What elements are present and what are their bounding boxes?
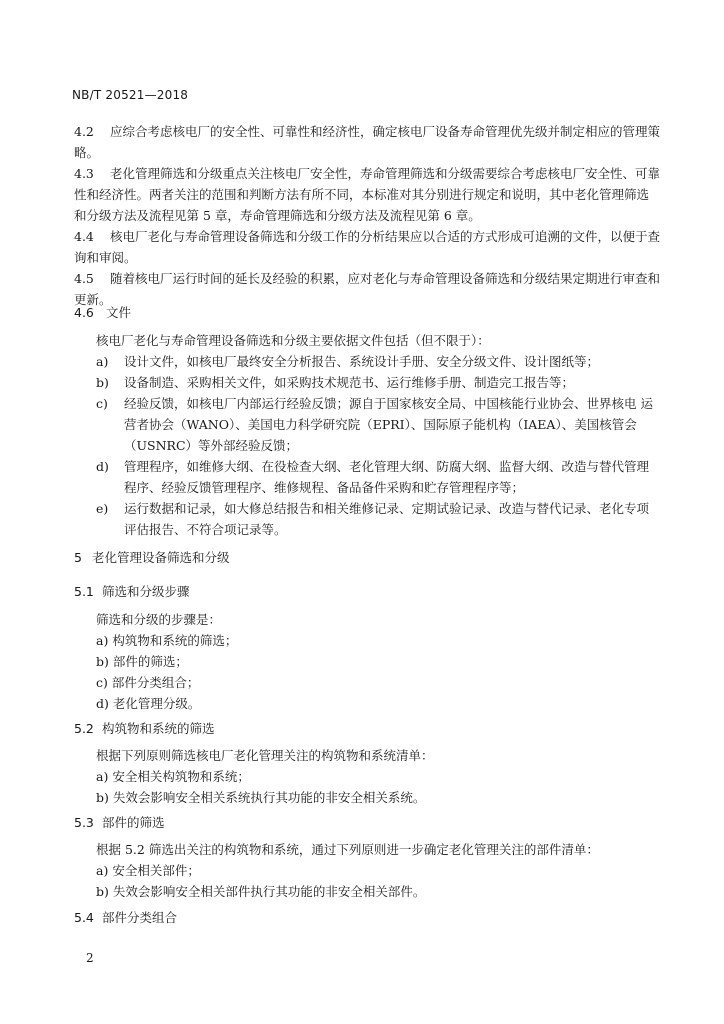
list-label: b): [96, 790, 109, 805]
section-title: 构筑物和系统的筛选: [102, 721, 215, 736]
list-text: 设计文件，如核电厂最终安全分析报告、系统设计手册、安全分级文件、设计图纸等；: [124, 354, 600, 369]
list-text: 安全相关构筑物和系统；: [112, 769, 250, 784]
list-text: 失效会影响安全相关部件执行其功能的非安全相关部件。: [112, 884, 426, 899]
clause-text: 老化管理筛选和分级重点关注核电厂安全性，寿命管理筛选和分级需要综合考虑核电厂安全性、可靠性和经济性。两者关注的范围和判断方法有所不同，本标准对其分别进行规定和说明，其中老化管理筛选和分级方法及流程见第 5 章，寿命管理筛选和分级方法及流程见第 6 章。: [74, 166, 661, 223]
clause-4-2: [74, 121, 660, 163]
list-text: 设备制造、采购相关文件，如采购技术规范书、运行维修手册、制造完工报告等；: [124, 375, 575, 390]
list-label: a): [96, 633, 109, 648]
section-intro: 根据 5.2 筛选出关注的构筑物和系统，通过下列原则进一步确定老化管理关注的部件清单：: [96, 842, 599, 857]
list-label: d): [96, 459, 109, 474]
list-item-d: [96, 693, 200, 714]
list-label: b): [96, 375, 109, 390]
list-item-b: [96, 881, 425, 902]
list-text: 安全相关部件；: [112, 863, 200, 878]
list-item-b: [96, 372, 658, 393]
page-number: 2: [86, 951, 94, 965]
list-label: d): [96, 696, 109, 711]
clause-text: 应综合考虑核电厂的安全性、可靠性和经济性，确定核电厂设备寿命管理优先级并制定相应的管理策略。: [74, 124, 661, 160]
list-item-a: [96, 766, 250, 787]
list-label: b): [96, 884, 109, 899]
section-heading-5-4: [74, 907, 177, 928]
clause-number: 4.3: [74, 166, 94, 181]
list-label: b): [96, 654, 109, 669]
clause-4-5: [74, 268, 660, 310]
clause-number: 4.5: [74, 271, 94, 286]
chapter-title: 老化管理设备筛选和分级: [92, 550, 230, 565]
list-text: 管理程序，如维修大纲、在役检查大纲、老化管理大纲、防腐大纲、监督大纲、改造与替代管理程序、经验反馈管理程序、维修规程、备品备件采购和贮存管理程序等；: [124, 459, 650, 495]
list-item-e: [96, 498, 658, 540]
list-item-d: [96, 456, 658, 498]
list-item-b: [96, 651, 188, 672]
section-title: 文件: [106, 305, 132, 320]
section-title: 部件的筛选: [102, 815, 165, 830]
list-label: c): [96, 675, 108, 690]
list-item-c: [96, 393, 658, 456]
list-text: 运行数据和记录，如大修总结报告和相关维修记录、定期试验记录、改造与替代记录、老化专项评估报告、不符合项记录等。: [124, 501, 650, 537]
list-item-a: [96, 351, 658, 372]
clause-4-3: [74, 163, 660, 226]
section-number: 5.3: [74, 815, 94, 830]
list-label: e): [96, 501, 109, 516]
list-text: 部件分类组合；: [111, 675, 200, 690]
section-heading-5-3: [74, 812, 165, 833]
list-item-b: [96, 787, 425, 808]
list-label: a): [96, 354, 109, 369]
list-text: 老化管理分级。: [112, 696, 201, 711]
standard-code-header: NB/T 20521—2018: [72, 88, 189, 102]
section-number: 4.6: [74, 305, 94, 320]
list-text: 经验反馈，如核电厂内部运行经验反馈；源自于国家核安全局、中国核能行业协会、世界核电 运营者协会（WANO）、美国电力科学研究院（EPRI）、国际原子能机构（IAEA）、美国核管会（USNRC）等外部经验反馈；: [124, 396, 653, 453]
chapter-number: 5: [74, 550, 82, 565]
section-title: 筛选和分级步骤: [102, 584, 190, 599]
section-intro: 根据下列原则筛选核电厂老化管理关注的构筑物和系统清单：: [96, 748, 434, 763]
section-title: 部件分类组合: [102, 910, 178, 925]
list-text: 部件的筛选；: [112, 654, 188, 669]
section-heading-5-2: [74, 718, 215, 739]
list-label: c): [96, 396, 108, 411]
section-intro: 筛选和分级的步骤是：: [96, 612, 222, 627]
clause-number: 4.2: [74, 124, 94, 139]
clause-4-4: [74, 226, 660, 268]
section-heading-5-1: [74, 581, 190, 602]
clause-text: 核电厂老化与寿命管理设备筛选和分级工作的分析结果应以合适的方式形成可追溯的文件，以便于查询和审阅。: [74, 229, 661, 265]
clause-text: 随着核电厂运行时间的延长及经验的积累，应对老化与寿命管理设备筛选和分级结果定期进行审查和更新。: [74, 271, 661, 307]
list-item-a: [96, 860, 200, 881]
list-item-a: [96, 630, 237, 651]
chapter-heading-5: [74, 547, 230, 568]
section-heading-4-6: [74, 302, 131, 323]
list-label: a): [96, 863, 109, 878]
section-intro: 核电厂老化与寿命管理设备筛选和分级主要依据文件包括（但不限于）：: [96, 333, 490, 348]
clause-number: 4.4: [74, 229, 94, 244]
section-number: 5.2: [74, 721, 94, 736]
list-text: 构筑物和系统的筛选；: [112, 633, 238, 648]
list-text: 失效会影响安全相关系统执行其功能的非安全相关系统。: [112, 790, 426, 805]
list-label: a): [96, 769, 109, 784]
list-item-c: [96, 672, 199, 693]
section-number: 5.1: [74, 584, 94, 599]
section-number: 5.4: [74, 910, 94, 925]
